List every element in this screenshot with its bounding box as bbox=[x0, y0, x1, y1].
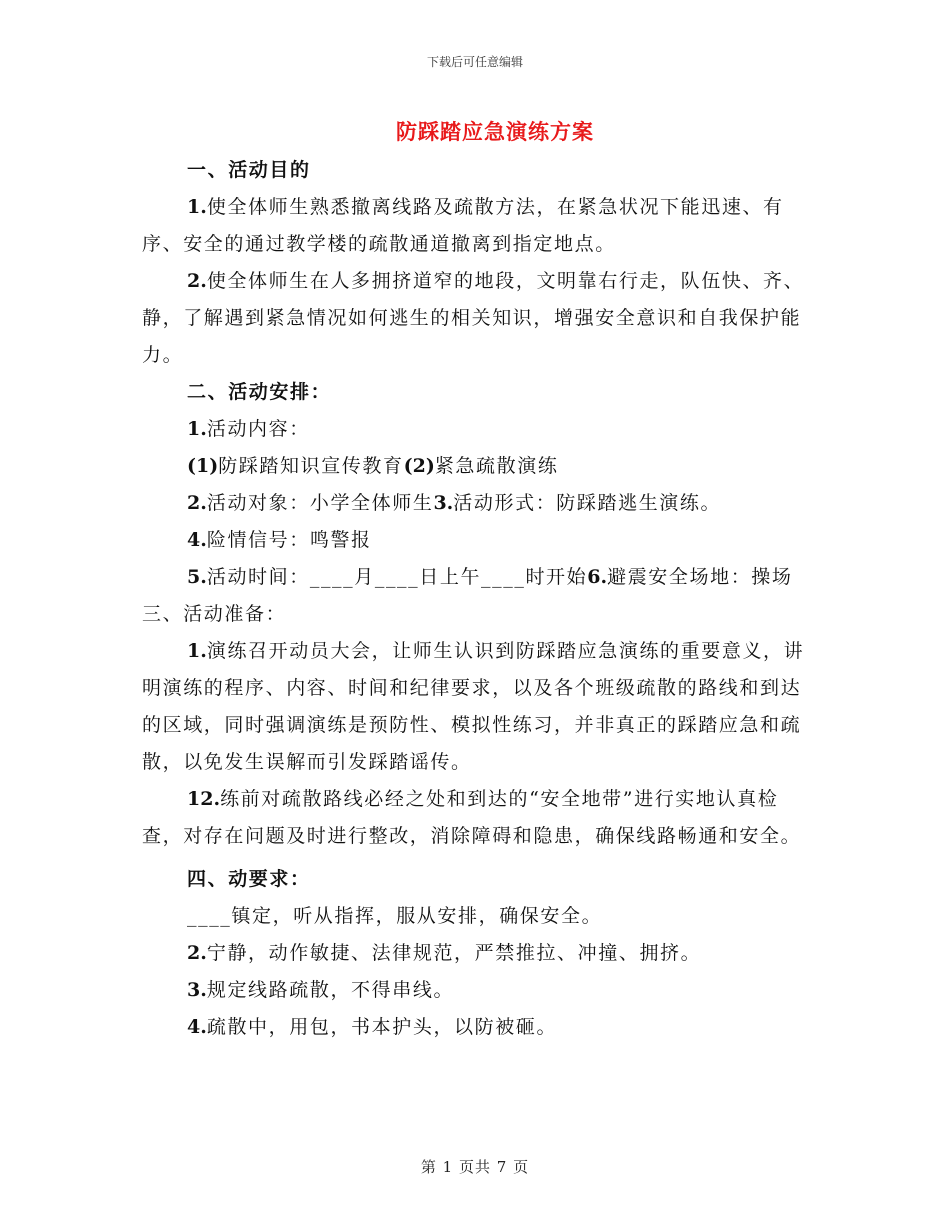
line-text: 避震安全场地：操场三、活动准备： bbox=[142, 566, 793, 625]
line-text: 活动内容： bbox=[206, 418, 310, 440]
item-number: 2. bbox=[187, 270, 207, 292]
paragraph-purpose-2 bbox=[142, 263, 810, 374]
arrangement-line-1 bbox=[142, 411, 810, 448]
line-text: 险情信号：鸣警报 bbox=[206, 529, 372, 551]
item-number: 3. bbox=[433, 492, 454, 514]
line-text: 规定线路疏散，不得串线。 bbox=[206, 979, 455, 1001]
page-footer: 第 1 页共 7 页 bbox=[420, 1158, 530, 1176]
requirement-line-3 bbox=[142, 972, 810, 1009]
paragraph-text: 练前对疏散路线必经之处和到达的“安全地带”进行实地认真检查，对存在问题及时进行整改，消除障碍和隐患，确保线路畅通和安全。 bbox=[142, 788, 802, 847]
item-number: 6. bbox=[587, 566, 608, 588]
line-text: 活动对象：小学全体师生 bbox=[206, 492, 434, 514]
arrangement-line-2 bbox=[142, 448, 810, 485]
paragraph-text: 使全体师生在人多拥挤道窄的地段，文明靠右行走，队伍快、齐、静，了解遇到紧急情况如何逃生的相关知识，增强安全意识和自我保护能力。 bbox=[142, 270, 805, 366]
item-number: 3. bbox=[187, 979, 207, 1001]
line-text: 宁静，动作敏捷、法律规范，严禁推拉、冲撞、拥挤。 bbox=[206, 942, 702, 964]
item-number: 2. bbox=[187, 942, 207, 964]
item-number: 1. bbox=[187, 640, 207, 662]
line-text: 活动时间：____月____日上午____时开始 bbox=[206, 566, 588, 588]
item-number: 2. bbox=[187, 492, 207, 514]
item-number: (1) bbox=[187, 455, 219, 477]
item-number: 1. bbox=[187, 418, 207, 440]
requirement-line-1: ____镇定，听从指挥，服从安排，确保安全。 bbox=[187, 905, 603, 927]
requirement-line-4 bbox=[142, 1009, 810, 1046]
requirement-line-2 bbox=[142, 935, 810, 972]
line-text: 防踩踏知识宣传教育 bbox=[218, 455, 404, 477]
paragraph-text: 演练召开动员大会，让师生认识到防踩踏应急演练的重要意义，讲明演练的程序、内容、时间和纪律要求，以及各个班级疏散的路线和到达的区域，同时强调演练是预防性、模拟性练习，并非真正的踩踏应急和疏散，以免发生误解而引发踩踏谣传。 bbox=[142, 640, 805, 773]
section-heading-1: 一、活动目的 bbox=[187, 159, 311, 181]
header-note: 下载后可任意编辑 bbox=[426, 55, 523, 69]
item-number: 12. bbox=[187, 788, 221, 810]
section-heading-2: 二、活动安排： bbox=[187, 381, 332, 403]
item-number: 4. bbox=[187, 1016, 207, 1038]
line-text: 疏散中，用包，书本护头，以防被砸。 bbox=[206, 1016, 558, 1038]
preparation-paragraph-2 bbox=[142, 781, 810, 855]
arrangement-line-3 bbox=[142, 485, 810, 522]
paragraph-text: 使全体师生熟悉撤离线路及疏散方法，在紧急状况下能迅速、有序、安全的通过教学楼的疏散通道撤离到指定地点。 bbox=[142, 196, 784, 255]
item-number: 5. bbox=[187, 566, 207, 588]
item-number: 4. bbox=[187, 529, 207, 551]
paragraph-purpose-1 bbox=[142, 189, 810, 263]
line-text: 活动形式：防踩踏逃生演练。 bbox=[453, 492, 722, 514]
item-number: 1. bbox=[187, 196, 207, 218]
line-text: 紧急疏散演练 bbox=[434, 455, 559, 477]
document-body bbox=[142, 152, 810, 1046]
document-title: 防踩踏应急演练方案 bbox=[396, 119, 594, 144]
section-heading-4: 四、动要求： bbox=[187, 868, 311, 890]
arrangement-line-4 bbox=[142, 522, 810, 559]
item-number: (2) bbox=[403, 455, 435, 477]
arrangement-line-5 bbox=[142, 559, 810, 633]
preparation-paragraph-1 bbox=[142, 633, 810, 781]
